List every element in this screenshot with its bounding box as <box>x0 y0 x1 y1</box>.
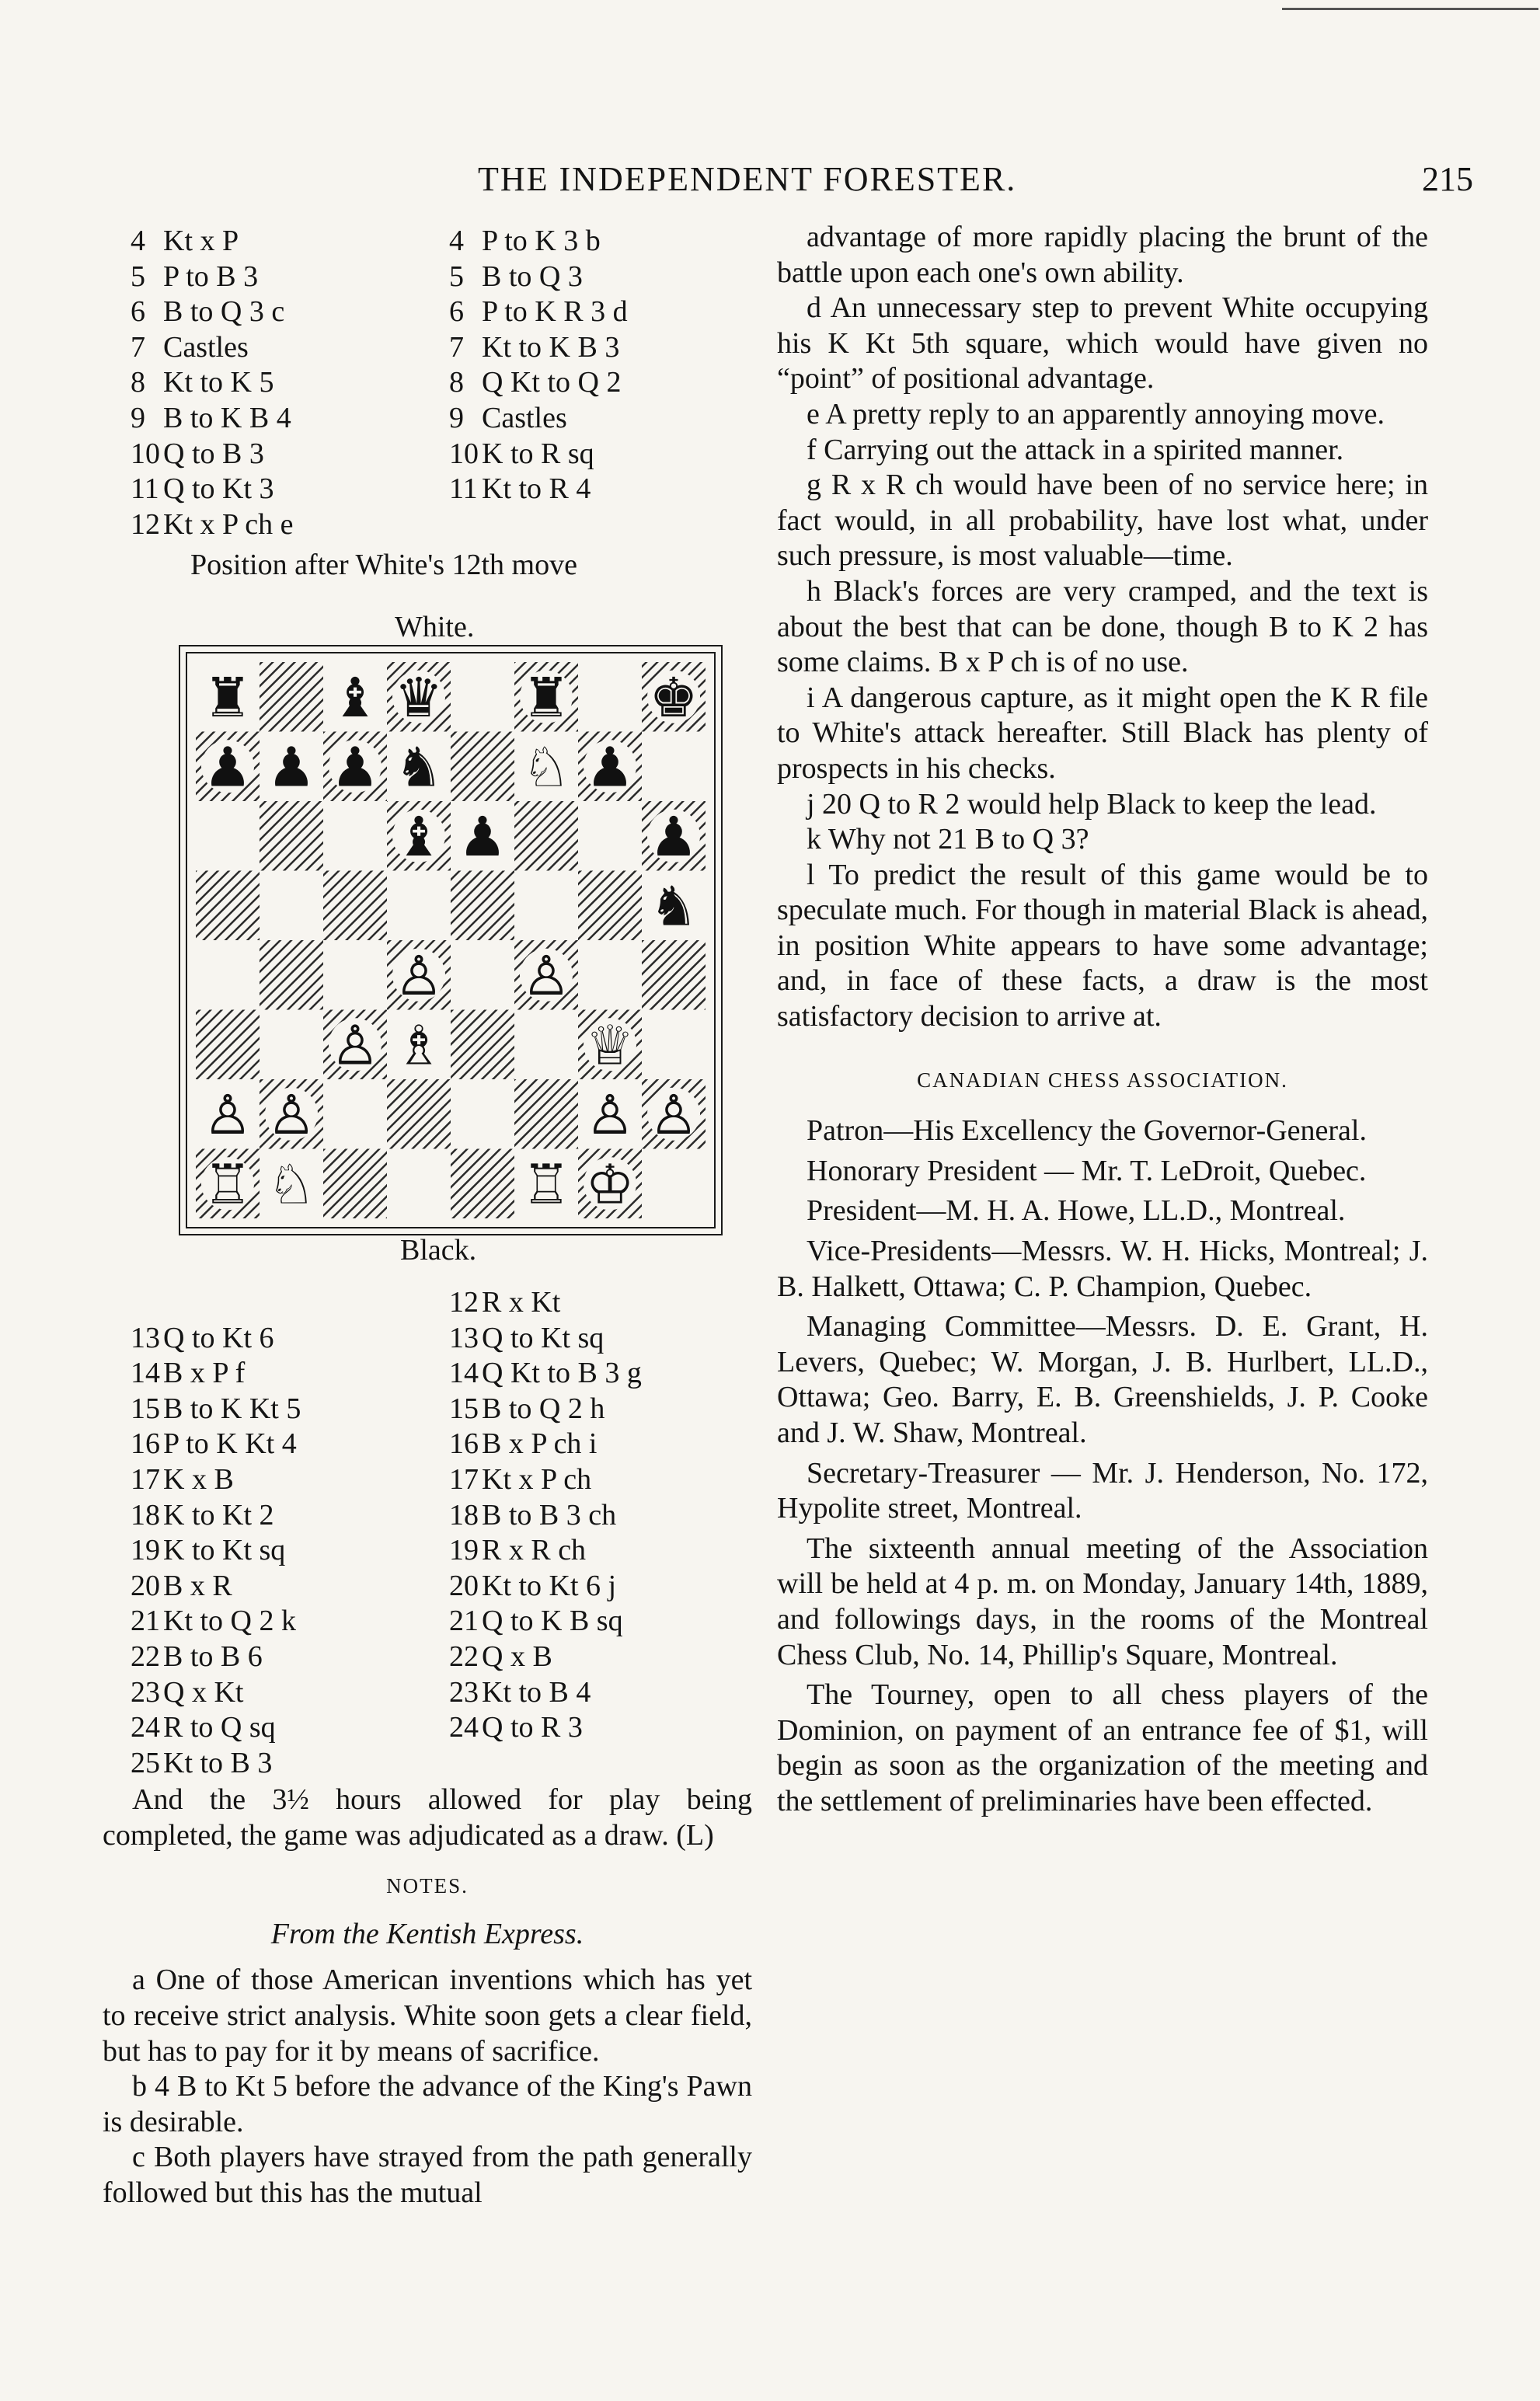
move-text: Kt to K B 3 <box>482 330 620 364</box>
move-row <box>131 1462 775 1498</box>
chess-piece-bP: ♟ <box>330 735 380 800</box>
move-row <box>131 1675 775 1711</box>
move-row <box>131 1285 775 1321</box>
dark-square <box>323 1149 387 1219</box>
note-paragraph: k Why not 21 B to Q 3? <box>807 823 1089 856</box>
page-number: 215 <box>1422 160 1473 198</box>
move-number: 16 <box>131 1427 160 1461</box>
move-number: 12 <box>449 1286 479 1319</box>
dark-square <box>451 871 514 941</box>
move-text: B to Q 3 c <box>163 295 285 329</box>
chess-piece-wQ: ♕ <box>585 1013 635 1078</box>
black-move <box>449 365 760 401</box>
note-paragraph: i A dangerous capture, as it might open the K R file to White's attack hereafter. Still Black has plenty of prospects in his checks. <box>777 681 1428 785</box>
chess-piece-bR: ♜ <box>203 665 253 730</box>
move-number: 15 <box>131 1392 160 1425</box>
note-paragraph: j 20 Q to R 2 would help Black to keep the lead. <box>807 787 1377 821</box>
move-text: P to K Kt 4 <box>163 1427 297 1461</box>
note-paragraph: b 4 B to Kt 5 before the advance of the King's Pawn is desirable. <box>103 2070 752 2138</box>
conclusion: And the 3½ hours allowed for play being completed, the game was adjudicated as a draw. (L) <box>103 1783 752 1852</box>
chess-diagram <box>179 645 723 1235</box>
move-text: Kt x P <box>163 225 239 257</box>
note-paragraph: h Black's forces are very cramped, and the text is about the best that can be done, though B to K 2 has some claims. B x P ch is of no use. <box>777 574 1428 679</box>
chess-piece-wN: ♘ <box>521 735 571 800</box>
association-paragraph: Vice-Presidents—Messrs. W. H. Hicks, Montreal; J. B. Halkett, Ottawa; C. P. Champion, Quebec. <box>777 1235 1428 1303</box>
move-number: 7 <box>449 330 464 364</box>
black-move <box>449 1746 760 1782</box>
notes-source: From the Kentish Express. <box>270 1917 584 1950</box>
move-row <box>131 1533 775 1569</box>
move-text: K x B <box>163 1462 234 1496</box>
move-text: Q x Kt <box>163 1675 244 1709</box>
chess-piece-bN: ♞ <box>649 874 699 939</box>
move-number: 4 <box>449 225 464 257</box>
notes-left <box>103 1963 752 2211</box>
chess-piece-bP: ♟ <box>458 804 507 869</box>
move-row <box>131 1569 775 1605</box>
dark-square <box>323 871 387 941</box>
light-square <box>196 940 260 1010</box>
move-number: 23 <box>449 1675 479 1709</box>
move-text: Kt x P ch <box>482 1462 592 1496</box>
move-row <box>131 401 775 437</box>
move-row <box>131 365 775 401</box>
move-text: Q x B <box>482 1640 552 1673</box>
chess-piece-bP: ♟ <box>585 735 635 800</box>
move-text: R to Q sq <box>163 1711 276 1744</box>
association-paragraph: Honorary President — Mr. T. LeDroit, Quebec. <box>807 1154 1367 1187</box>
chess-piece-wP: ♙ <box>330 1013 380 1078</box>
move-text: Kt to Q 2 k <box>163 1605 296 1638</box>
move-row <box>131 1746 775 1782</box>
black-move <box>449 1533 760 1569</box>
move-number: 11 <box>449 472 478 506</box>
light-square <box>642 732 706 802</box>
note-paragraph: f Carrying out the attack in a spirited manner. <box>807 433 1344 466</box>
white-move <box>131 1392 449 1427</box>
move-number: 24 <box>131 1711 160 1744</box>
dark-square <box>387 1079 451 1149</box>
white-move <box>131 365 449 401</box>
association-paragraph: The Tourney, open to all chess players of the Dominion, on payment of an entrance fee of $1, will begin as soon as the organization of the meeting and the settlement of preliminaries have been effected. <box>777 1678 1428 1817</box>
black-move <box>449 330 760 366</box>
dark-square <box>514 801 578 871</box>
move-text: Kt to B 3 <box>163 1746 273 1779</box>
move-text: P to B 3 <box>163 260 259 293</box>
chess-piece-bB: ♝ <box>394 804 444 869</box>
light-square <box>323 1079 387 1149</box>
chess-piece-wR: ♖ <box>521 1152 571 1217</box>
move-text: Kt x P ch e <box>163 507 294 541</box>
move-number: 8 <box>449 366 464 399</box>
white-move <box>131 472 449 507</box>
move-number: 9 <box>131 401 145 434</box>
diagram-caption: Position after White's 12th move <box>190 549 577 581</box>
association-text <box>777 1113 1428 1819</box>
black-move <box>449 437 760 472</box>
move-number: 12 <box>131 507 160 541</box>
move-number: 17 <box>131 1462 160 1496</box>
move-text: Kt to K 5 <box>163 366 274 399</box>
black-move <box>449 1604 760 1640</box>
light-square <box>514 871 578 941</box>
white-move <box>131 224 449 260</box>
chess-piece-bP: ♟ <box>203 735 253 800</box>
dark-square <box>451 732 514 802</box>
move-number: 17 <box>449 1462 479 1496</box>
chess-piece-wP: ♙ <box>394 943 444 1008</box>
note-paragraph: e A pretty reply to an apparently annoying move. <box>807 397 1385 430</box>
move-text: B x P ch i <box>482 1427 598 1461</box>
light-square <box>451 940 514 1010</box>
move-text: Castles <box>482 401 567 434</box>
move-number: 5 <box>449 260 464 293</box>
white-move <box>131 1569 449 1605</box>
move-number: 25 <box>131 1746 160 1779</box>
chess-piece-bK: ♚ <box>649 665 699 730</box>
move-text: R x Kt <box>482 1286 561 1319</box>
move-number: 10 <box>131 437 160 470</box>
move-number: 20 <box>449 1569 479 1602</box>
move-number: 13 <box>449 1321 479 1354</box>
black-move <box>449 1356 760 1392</box>
right-column <box>777 220 1428 1820</box>
black-move <box>449 260 760 295</box>
move-number: 13 <box>131 1321 160 1354</box>
move-text: Q Kt to B 3 g <box>482 1357 642 1390</box>
black-move <box>449 1427 760 1462</box>
chess-piece-wP: ♙ <box>267 1082 316 1147</box>
move-text: Q to Kt 6 <box>163 1321 274 1354</box>
white-move <box>131 401 449 437</box>
move-number: 19 <box>131 1534 160 1567</box>
dark-square <box>196 871 260 941</box>
dark-square <box>196 1010 260 1080</box>
move-text: Q to Kt sq <box>482 1321 605 1354</box>
light-square <box>451 662 514 732</box>
move-number: 24 <box>449 1711 479 1744</box>
move-row <box>131 472 775 507</box>
move-text: Q to B 3 <box>163 437 264 470</box>
black-move <box>449 1498 760 1534</box>
black-move <box>449 294 760 330</box>
light-square <box>196 801 260 871</box>
black-move <box>449 1392 760 1427</box>
diagram-label-white: White. <box>395 611 475 643</box>
light-square <box>578 801 642 871</box>
note-paragraph: c Both players have strayed from the path generally followed but this has the mutual <box>103 2141 752 2209</box>
move-text: Q to K B sq <box>482 1605 623 1638</box>
move-text: Q Kt to Q 2 <box>482 366 622 399</box>
chess-piece-wP: ♙ <box>585 1082 635 1147</box>
dark-square <box>451 1149 514 1219</box>
light-square <box>642 1010 706 1080</box>
chess-piece-wN: ♘ <box>267 1152 316 1217</box>
chess-piece-wB: ♗ <box>394 1013 444 1078</box>
black-move <box>449 1640 760 1675</box>
note-paragraph: a One of those American inventions which has yet to receive strict analysis. White soon gets a clear field, but has to pay for it by means of sacrifice. <box>103 1964 752 2068</box>
black-move <box>449 1569 760 1605</box>
white-move <box>131 1746 449 1782</box>
black-move <box>449 1462 760 1498</box>
white-move <box>131 437 449 472</box>
move-number: 18 <box>449 1498 479 1532</box>
association-paragraph: Secretary-Treasurer — Mr. J. Henderson, No. 172, Hypolite street, Montreal. <box>777 1456 1428 1525</box>
white-move <box>131 1675 449 1711</box>
move-text: B to Q 3 <box>482 260 583 293</box>
white-move <box>131 1427 449 1462</box>
move-text: B to Q 2 h <box>482 1392 605 1425</box>
move-number: 5 <box>131 260 145 293</box>
black-move <box>449 472 760 507</box>
light-square <box>260 871 323 941</box>
note-paragraph: g R x R ch would have been of no service here; in fact would, in all probability, have lost what, under such pressure, is most valuable—time. <box>777 469 1428 573</box>
move-number: 14 <box>131 1357 160 1390</box>
black-move <box>449 1675 760 1711</box>
move-row <box>131 1640 775 1675</box>
move-number: 20 <box>131 1569 160 1602</box>
association-paragraph: President—M. H. A. Howe, LL.D., Montreal. <box>807 1194 1346 1228</box>
move-text: Kt to Kt 6 j <box>482 1569 617 1602</box>
move-row <box>131 1710 775 1746</box>
chess-piece-wP: ♙ <box>649 1082 699 1147</box>
move-row <box>131 1321 775 1357</box>
move-text: Q to Kt 3 <box>163 472 274 506</box>
black-move <box>449 1321 760 1357</box>
white-move <box>131 1640 449 1675</box>
black-move <box>449 224 760 260</box>
chess-piece-bQ: ♛ <box>394 665 444 730</box>
dark-square <box>260 801 323 871</box>
move-number: 16 <box>449 1427 479 1461</box>
light-square <box>387 1149 451 1219</box>
move-row <box>131 330 775 366</box>
move-text: R x R ch <box>482 1534 587 1567</box>
move-number: 6 <box>449 295 464 329</box>
association-heading: CANADIAN CHESS ASSOCIATION. <box>917 1068 1288 1092</box>
diagram-label-black: Black. <box>400 1234 477 1267</box>
notes-heading: NOTES. <box>386 1874 469 1898</box>
move-row <box>131 294 775 330</box>
white-move <box>131 260 449 295</box>
move-number: 4 <box>131 225 145 257</box>
running-title: THE INDEPENDENT FORESTER. <box>478 160 1017 198</box>
light-square <box>514 1010 578 1080</box>
black-move <box>449 507 760 543</box>
move-number: 15 <box>449 1392 479 1425</box>
move-text: B to K B 4 <box>163 401 291 434</box>
chess-piece-bB: ♝ <box>330 665 380 730</box>
white-move <box>131 1356 449 1392</box>
move-row <box>131 1427 775 1462</box>
move-text: B to K Kt 5 <box>163 1392 301 1425</box>
white-move <box>131 1462 449 1498</box>
left-text <box>103 1782 752 2211</box>
chess-board <box>179 645 723 1235</box>
move-number: 10 <box>449 437 479 470</box>
white-move <box>131 1710 449 1746</box>
move-row <box>131 507 775 543</box>
move-row <box>131 1498 775 1534</box>
move-number: 9 <box>449 401 464 434</box>
move-text: K to Kt sq <box>163 1534 286 1567</box>
white-move <box>131 1321 449 1357</box>
light-square <box>578 940 642 1010</box>
move-number: 23 <box>131 1675 160 1709</box>
dark-square <box>260 940 323 1010</box>
move-text: K to Kt 2 <box>163 1498 274 1532</box>
move-text: P to K 3 b <box>482 225 601 257</box>
light-square <box>578 662 642 732</box>
chess-piece-wP: ♙ <box>203 1082 253 1147</box>
light-square <box>387 871 451 941</box>
light-square <box>642 1149 706 1219</box>
chess-piece-bP: ♟ <box>267 735 316 800</box>
note-paragraph: advantage of more rapidly placing the brunt of the battle upon each one's own ability. <box>777 221 1428 289</box>
association-paragraph: Managing Committee—Messrs. D. E. Grant, H. Levers, Quebec; W. Morgan, J. B. Hurlbert, LL.D., Ottawa; Geo. Barry, E. B. Greenshields, J. P. Cooke and J. W. Shaw, Montreal. <box>777 1310 1428 1449</box>
move-text: K to R sq <box>482 437 594 470</box>
page-header <box>0 159 1540 206</box>
move-text: B to B 3 ch <box>482 1498 617 1532</box>
black-move <box>449 1285 760 1321</box>
move-text: Kt to R 4 <box>482 472 591 506</box>
move-text: B x R <box>163 1569 232 1602</box>
move-row <box>131 224 775 260</box>
move-number: 22 <box>131 1640 160 1673</box>
move-row <box>131 1356 775 1392</box>
top-rule <box>1282 8 1538 10</box>
chess-piece-wR: ♖ <box>203 1152 253 1217</box>
dark-square <box>578 871 642 941</box>
moves-top <box>131 224 775 542</box>
move-number: 8 <box>131 366 145 399</box>
move-text: P to K R 3 d <box>482 295 628 329</box>
move-row <box>131 260 775 295</box>
white-move <box>131 507 449 543</box>
association-paragraph: The sixteenth annual meeting of the Association will be held at 4 p. m. on Monday, January 14th, 1889, and followings days, in the rooms of the Montreal Chess Club, No. 14, Phillip's Square, Montreal. <box>777 1532 1428 1671</box>
white-move <box>131 330 449 366</box>
dark-square <box>642 940 706 1010</box>
move-number: 11 <box>131 472 159 506</box>
note-paragraph: d An unnecessary step to prevent White occupying his K Kt 5th square, which would have given no “point” of positional advantage. <box>777 291 1428 396</box>
notes-right <box>777 220 1428 1035</box>
white-move <box>131 1604 449 1640</box>
white-move <box>131 1285 449 1321</box>
light-square <box>323 940 387 1010</box>
black-move <box>449 401 760 437</box>
move-text: B x P f <box>163 1357 246 1390</box>
association-paragraph: Patron—His Excellency the Governor-General. <box>807 1114 1367 1148</box>
move-row <box>131 437 775 472</box>
dark-square <box>451 1010 514 1080</box>
chess-piece-bP: ♟ <box>649 804 699 869</box>
move-number: 18 <box>131 1498 160 1532</box>
move-text: Castles <box>163 330 249 364</box>
move-number: 22 <box>449 1640 479 1673</box>
white-move <box>131 1498 449 1534</box>
move-text: B to B 6 <box>163 1640 263 1673</box>
move-row <box>131 1604 775 1640</box>
chess-piece-wK: ♔ <box>585 1152 635 1217</box>
light-square <box>323 801 387 871</box>
move-text: Kt to B 4 <box>482 1675 591 1709</box>
dark-square <box>260 662 323 732</box>
move-row <box>131 1392 775 1427</box>
move-number: 19 <box>449 1534 479 1567</box>
moves-bottom <box>131 1285 775 1781</box>
move-number: 7 <box>131 330 145 364</box>
note-paragraph: l To predict the result of this game would be to speculate much. For though in material Black is ahead, in position White appears to have some advantage; and, in face of these facts, a draw is the most satisfactory decision to arrive at. <box>777 858 1428 1033</box>
dark-square <box>514 1079 578 1149</box>
black-move <box>449 1710 760 1746</box>
move-number: 21 <box>449 1605 479 1638</box>
white-move <box>131 294 449 330</box>
light-square <box>451 1079 514 1149</box>
chess-piece-bN: ♞ <box>394 735 444 800</box>
chess-piece-wP: ♙ <box>521 943 571 1008</box>
white-move <box>131 1533 449 1569</box>
move-number: 14 <box>449 1357 479 1390</box>
light-square <box>260 1010 323 1080</box>
move-number: 6 <box>131 295 145 329</box>
move-text: Q to R 3 <box>482 1711 583 1744</box>
move-number: 21 <box>131 1605 160 1638</box>
chess-piece-bR: ♜ <box>521 665 571 730</box>
